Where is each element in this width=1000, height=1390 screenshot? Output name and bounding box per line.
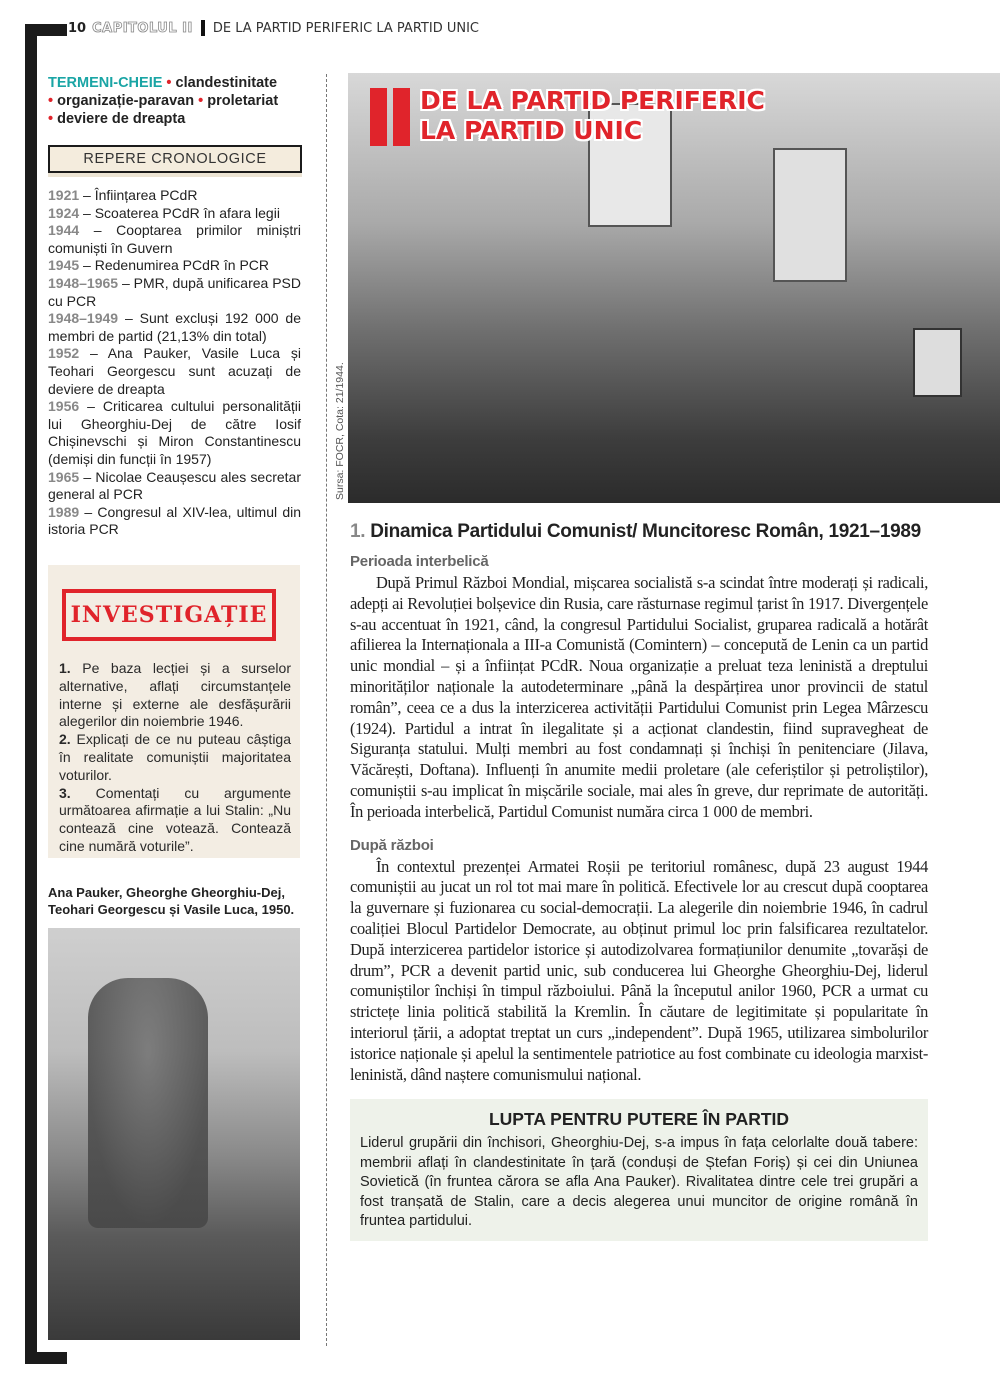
key-term: organizație-paravan [57, 93, 195, 109]
timeline-text: – PMR, după unificarea PSD cu PCR [48, 274, 301, 309]
box-text: Liderul grupării din închisori, Gheorghiu-Dej, s-a impus în fața celorlalte două tabere: membrii aflați în clandestinitate în țară (conduși de Ștefan Foriș) și cei din Uniunea Sovietică (în fruntea cărora se afla Ana Pauker). Rivalitatea dintre cele trei grupări a fost tranșată de Stalin, care a decis alegerea unui muncitor de origine română în fruntea partidului. [360, 1135, 918, 1229]
question [59, 731, 291, 784]
question-text: Comentați cu argumente următoarea afirmație a lui Stalin: „Nu contează cine votează. Contează cine numără voturile”. [59, 784, 291, 854]
timeline-item [48, 469, 301, 504]
chapter-numeral-mark [370, 88, 410, 146]
timeline-item [48, 257, 301, 275]
question-text: Pe baza lecției și a surselor alternative, aflați circumstanțele interne și externe ale desfășurării alegerilor din noiembrie 1946. [59, 660, 291, 730]
timeline [48, 187, 301, 539]
question-list [59, 660, 291, 856]
timeline-item [48, 345, 301, 398]
timeline-text: – Sunt excluși 192 000 de membri de partid (21,13% din total) [48, 310, 301, 344]
question-text: Explicați de ce nu puteau câștiga în realitate comuniștii majoritatea voturilor. [59, 731, 291, 783]
timeline-text: – Congresul al XIV-lea, ultimul din istoria PCR [48, 503, 301, 538]
timeline-text: – Înființarea PCdR [79, 187, 198, 203]
timeline-year: 1956 [48, 398, 80, 415]
timeline-text: – Scoaterea PCdR în afara legii [79, 204, 280, 221]
running-header [68, 20, 479, 36]
key-term: proletariat [207, 93, 279, 109]
key-terms-label: TERMENI-CHEIE [48, 75, 163, 91]
key-term: deviere de dreapta [57, 111, 186, 127]
chapter-title-line: DE LA PARTID PERIFERIC [420, 86, 765, 115]
timeline-year: 1965 [48, 468, 80, 485]
section-postwar [350, 835, 928, 1086]
timeline-year: 1924 [48, 204, 80, 221]
page-bracket-bottom [25, 1352, 67, 1364]
timeline-year: 1948–1949 [48, 310, 119, 327]
section-interwar [350, 551, 928, 823]
chapter-title-line: LA PARTID UNIC [420, 116, 643, 145]
section-text: După Primul Război Mondial, mișcarea socialistă s-a scindat între moderați și radicali, adepți ai Revoluției bolșevice din Rusia, care răsturnase regimul țarist în 1917. Divergențele s-au accentuat în 1921, când, la congresul Partidului Socialist, gruparea radicală a hotărât afilierea la Internaționala a III-a Comunistă (Comintern) – concepută de Lenin ca un partid unic mondial – și a înființat PCdR. Noua organizație a preluat teza leninistă a dreptului minorităților naționale la autodeterminare „până la despărțirea unor provincii de statul român”, ceea ce a dus la interzicerea activității Partidului Comunist prin Legea Mârzescu (1924). Partidul a intrat în ilegalitate și a acționat clandestin, fiind supravegheat de Siguranța statului. Mulți membri au fost condamnați și închiși în penitenciare (Jilava, Văcărești, Doftana). Influenți în anumite medii proletare (ale ceferiștilor și petroliștilor), comuniștii s-au implicat în mișcările sociale, mai ales în greve, dur reprimate de autorități. În perioada interbelică, Partidul Comunist număra circa 1 000 de membri. [350, 573, 928, 821]
timeline-item [48, 310, 301, 345]
leaders-photo [48, 928, 300, 1340]
header-bracket [201, 20, 205, 36]
timeline-year: 1952 [48, 345, 80, 362]
lesson-title-text: Dinamica Partidului Comunist/ Muncitoresc Român, 1921–1989 [370, 521, 921, 542]
box-title: LUPTA PENTRU PUTERE ÎN PARTID [488, 1109, 790, 1130]
main-column [350, 519, 928, 1241]
timeline-item [48, 222, 301, 257]
timeline-item [48, 205, 301, 223]
section-text: În contextul prezenței Armatei Roșii pe teritoriul românesc, după 23 august 1944 comuniștii au jucat un rol tot mai mare în politică. Efectivele lor au crescut după cooptarea la guvernare și fuzionarea cu social-democrații. La alegerile din noiembrie 1946, în cadrul coaliției Blocul Partidelor Democrate, au obținut primul loc prin falsificarea rezultatelor. După interzicerea partidelor istorice și autodizolvarea formațiunilor denumite „tovarăși de drum”, PCR a devenit partid unic, sub conducerea lui Gheorghe Gheorghiu-Dej, liderul comuniștilor închiși în timpul războiului. Până la începutul anilor 1960, PCR a urmat cu strictețe linia politică stabilită la Kremlin. În căutare de legitimitate și popularitate în interiorul țării, a adoptat treptat un curs „independent”. După 1965, utilizarea simbolurilor istorice naționale și apelul la sentimentele patriotice au fost combinate cu ideologia marxist-leninistă, dând naștere comunismului național. [350, 856, 928, 1084]
photo-caption: Ana Pauker, Gheorghe Gheorghiu-Dej, Teohari Georgescu și Vasile Luca, 1950. [48, 885, 295, 917]
chapter-title [420, 86, 765, 146]
timeline-text: – Nicolae Ceaușescu ales secretar general al PCR [48, 468, 301, 503]
timeline-text: – Ana Pauker, Vasile Luca și Teohari Georgescu sunt acuzați de deviere de dreapta [48, 345, 301, 397]
page-number: 10 [68, 20, 87, 36]
timeline-text: – Criticarea cultului personalității lui Gheorghiu-Dej de către Iosif Chișinevschi și Miron Constantinescu (demiși din funcții în 1957) [48, 398, 301, 467]
question-number: 2. [59, 731, 71, 748]
header-title: DE LA PARTID PERIFERIC LA PARTID UNIC [212, 20, 479, 36]
question-number: 3. [59, 784, 71, 801]
question [59, 660, 291, 731]
page-bracket-top [25, 24, 67, 36]
question-number: 1. [59, 660, 71, 676]
timeline-year: 1921 [48, 187, 80, 203]
timeline-year: 1989 [48, 503, 80, 520]
timeline-item [48, 275, 301, 310]
timeline-year: 1945 [48, 257, 80, 274]
key-term: clandestinitate [175, 75, 278, 91]
investigation-box [48, 565, 300, 858]
timeline-text: – Cooptarea primilor miniștri comuniști în Guvern [48, 222, 301, 256]
photo-source: Sursa: FOCR, Cota: 21/1944. [334, 362, 346, 500]
chapter-label: CAPITOLUL II [92, 20, 193, 36]
key-terms: TERMENI-CHEIE • clandestinitate • organizație-paravan • proletariat • deviere de dreapta [48, 75, 279, 127]
power-struggle-box [350, 1099, 928, 1241]
timeline-title: REPERE CRONOLOGICE [48, 145, 302, 173]
lesson-title [350, 519, 928, 545]
timeline-year: 1948–1965 [48, 274, 119, 291]
section-heading: După război [350, 836, 434, 854]
question [59, 785, 291, 856]
timeline-year: 1944 [48, 222, 80, 239]
timeline-item [48, 187, 301, 205]
timeline-text: – Redenumirea PCdR în PCR [79, 257, 270, 274]
section-heading: Perioada interbelică [350, 553, 489, 570]
page-bracket [25, 24, 37, 1364]
timeline-item [48, 504, 301, 539]
lesson-number: 1. [350, 521, 366, 542]
timeline-item [48, 398, 301, 468]
column-divider [326, 74, 327, 1346]
investigation-stamp: INVESTIGAȚIE [62, 589, 276, 641]
